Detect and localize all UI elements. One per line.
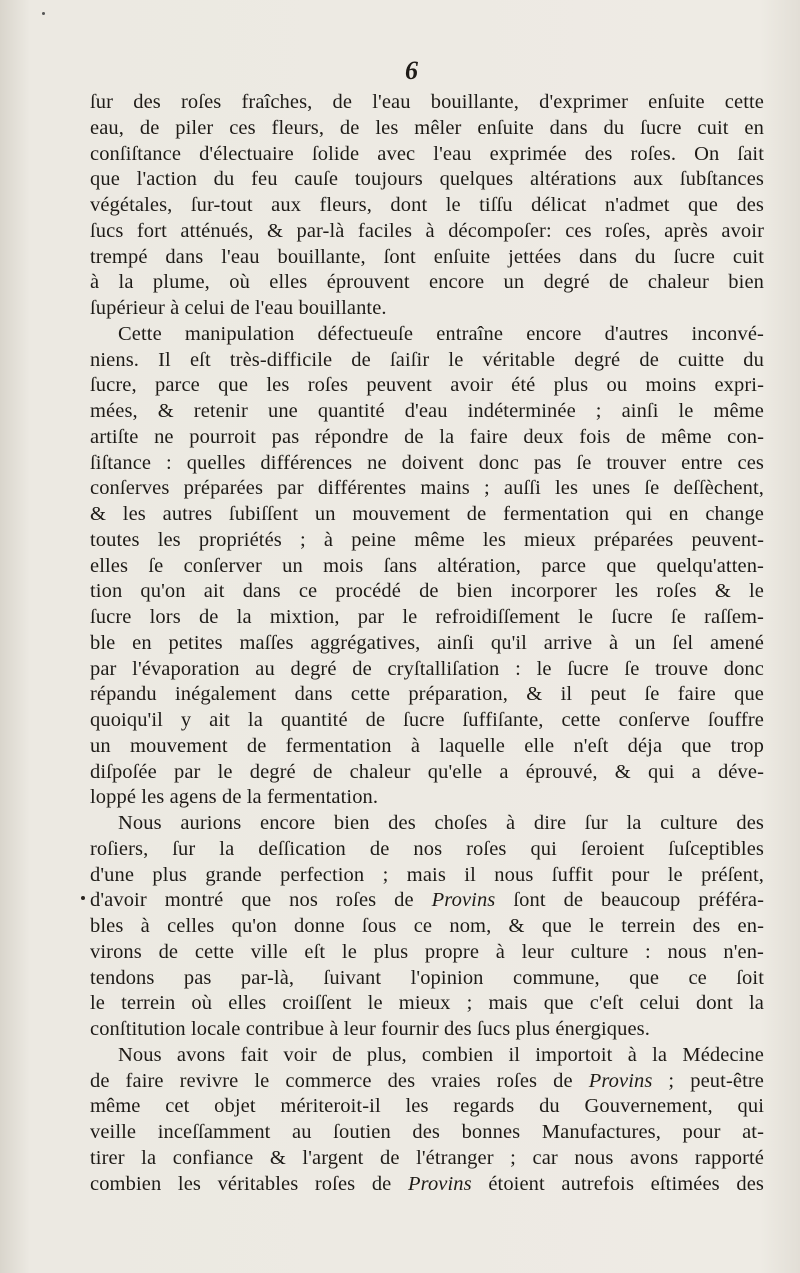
- text-line: conſerves préparées par différentes mains ; auſſi les unes ſe deſſèchent,: [90, 477, 764, 500]
- text-line: Nous avons fait voir de plus, combien il importoit à la Médecine: [118, 1043, 764, 1066]
- text-line: conſtitution locale contribue à leur fournir des ſucs plus énergiques.: [90, 1018, 650, 1040]
- text-line: toutes les propriétés ; à peine même les mieux préparées peuvent-: [90, 528, 764, 551]
- text-line: d'avoir montré que nos roſes de Provins ſont de beaucoup préféra-: [90, 889, 764, 912]
- text-line: Nous aurions encore bien des choſes à dire ſur la culture des: [118, 812, 764, 834]
- text-line: végétales, ſur-tout aux fleurs, dont le tiſſu délicat n'admet que des: [90, 194, 764, 216]
- text-line: ſur des roſes fraîches, de l'eau bouillante, d'exprimer enſuite cette: [90, 91, 764, 113]
- text-line: un mouvement de fermentation à laquelle elle n'eſt déja que trop: [90, 734, 764, 757]
- text-line: & les autres ſubiſſent un mouvement de fermentation qui en change: [90, 503, 764, 525]
- text-line: le terrein où elles croiſſent le mieux ; mais que c'eſt celui dont la: [90, 992, 764, 1015]
- text-line: conſiſtance d'électuaire ſolide avec l'eau exprimée des roſes. On ſait: [90, 142, 764, 165]
- margin-dot: [81, 896, 85, 900]
- corner-speck: [42, 12, 45, 15]
- text-line: d'une plus grande perfection ; mais il nous ſuffit pour le préſent,: [90, 863, 764, 886]
- text-line: tion qu'on ait dans ce procédé de bien incorporer les roſes & le: [90, 580, 764, 603]
- text-line: virons de cette ville eſt le plus propre à leur culture : nous n'en-: [90, 940, 764, 963]
- text-line: loppé les agens de la fermentation.: [90, 786, 379, 809]
- text-line: à la plume, où elles éprouvent encore un degré de chaleur bien: [90, 271, 764, 294]
- body-text: [90, 90, 764, 1197]
- text-line: diſpoſée par le degré de chaleur qu'elle a éprouvé, & qui a déve-: [90, 760, 764, 783]
- text-line: par l'évaporation au degré de cryſtalliſation : le ſucre ſe trouve donc: [90, 657, 764, 680]
- text-line: que l'action du feu cauſe toujours quelques altérations aux ſubſtances: [90, 168, 764, 191]
- text-line: même cet objet mériteroit-il les regards du Gouvernement, qui: [90, 1095, 764, 1118]
- text-line: niens. Il eſt très-difficile de ſaiſir le véritable degré de cuitte du: [90, 348, 764, 371]
- text-line: quoiqu'il y ait la quantité de ſucre ſuffiſante, cette conſerve ſouffre: [90, 709, 764, 731]
- text-line: mées, & retenir une quantité d'eau indéterminée ; ainſi le même: [90, 400, 764, 422]
- text-line: ſupérieur à celui de l'eau bouillante.: [90, 297, 387, 319]
- text-line: ſucre, parce que les roſes peuvent avoir été plus ou moins expri-: [90, 374, 764, 397]
- text-line: bles à celles qu'on donne ſous ce nom, & que le terrein des en-: [90, 915, 764, 937]
- text-line: ſucs fort atténués, & par-là faciles à décompoſer: ces roſes, après avoir: [90, 219, 764, 242]
- text-line: elles ſe conſerver un mois ſans altération, parce que quelqu'atten-: [90, 554, 764, 577]
- text-line: combien les véritables roſes de Provins étoient autrefois eſtimées des: [90, 1172, 764, 1195]
- text-line: ble en petites maſſes aggrégatives, ainſi qu'il arrive à un ſel amené: [90, 631, 764, 654]
- text-line: tirer la confiance & l'argent de l'étranger ; car nous avons rapporté: [90, 1146, 764, 1169]
- text-line: artiſte ne pourroit pas répondre de la faire deux fois de même con-: [90, 425, 764, 448]
- text-line: ſiſtance : quelles différences ne doivent donc pas ſe trouver entre ces: [90, 451, 764, 474]
- text-line: de faire revivre le commerce des vraies roſes de Provins ; peut-être: [90, 1069, 764, 1092]
- text-line: tendons pas par-là, ſuivant l'opinion commune, que ce ſoit: [90, 966, 764, 989]
- text-line: roſiers, ſur la deſſication de nos roſes qui ſeroient ſuſceptibles: [90, 837, 764, 860]
- text-line: ſucre lors de la mixtion, par le refroidiſſement le ſucre ſe raſſem-: [90, 606, 764, 628]
- text-line: trempé dans l'eau bouillante, ſont enſuite jettées dans du ſucre cuit: [90, 245, 764, 268]
- text-line: eau, de piler ces fleurs, de les mêler enſuite dans du ſucre cuit en: [90, 116, 764, 139]
- text-line: répandu inégalement dans cette préparation, & il peut ſe faire que: [90, 683, 764, 706]
- text-line: veille inceſſamment au ſoutien des bonnes Manufactures, pour at-: [90, 1121, 764, 1143]
- page-number: 6: [405, 56, 418, 85]
- text-line: Cette manipulation défectueuſe entraîne encore d'autres inconvé-: [118, 322, 764, 345]
